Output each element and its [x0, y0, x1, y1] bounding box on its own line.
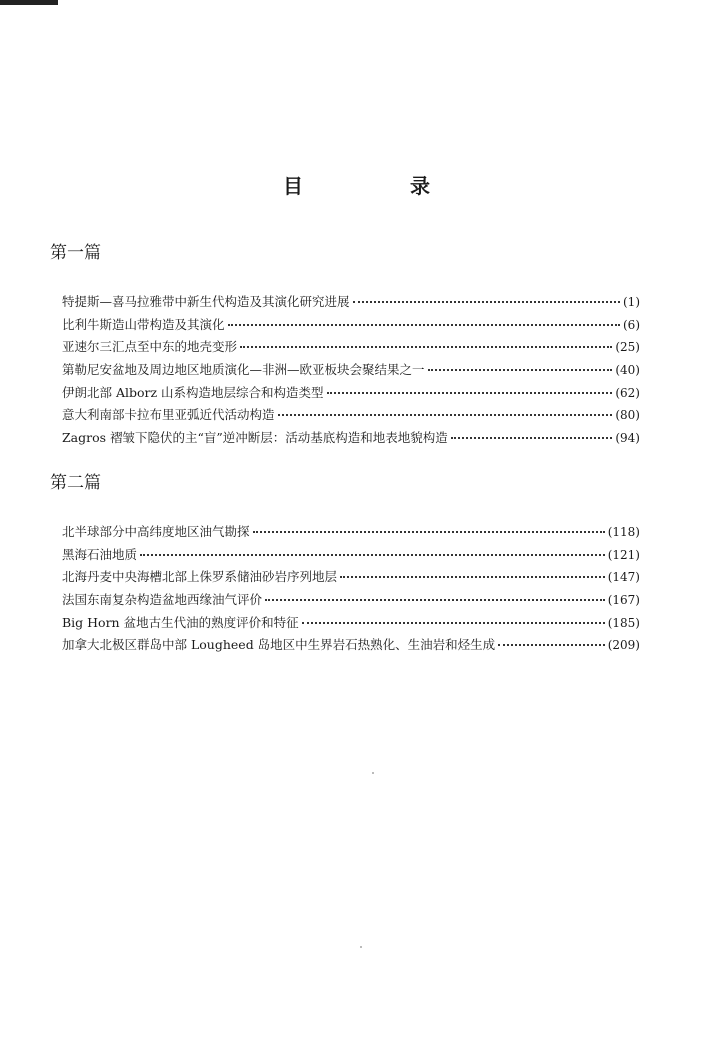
- toc-entry-title: 第勒尼安盆地及周边地区地质演化—非洲—欧亚板块会聚结果之一: [62, 362, 425, 378]
- toc-entry[interactable]: [62, 613, 640, 636]
- toc-entry-page: (185): [607, 615, 640, 630]
- toc-entry[interactable]: [62, 545, 640, 568]
- toc-entry-page: (118): [607, 525, 640, 539]
- toc-entry-page: (121): [607, 547, 640, 562]
- toc-entry[interactable]: [62, 405, 640, 428]
- dot-leader: [498, 644, 605, 646]
- toc-entry[interactable]: [62, 292, 640, 315]
- toc-entry[interactable]: [62, 360, 640, 383]
- dot-leader: [265, 599, 605, 601]
- toc-entry-page: (147): [607, 570, 640, 585]
- dot-leader: [140, 554, 605, 556]
- toc-entry[interactable]: [62, 567, 640, 590]
- dot-leader: [451, 437, 613, 439]
- toc-entry-page: (62): [615, 385, 640, 400]
- toc-entry-title: 北海丹麦中央海槽北部上侏罗系储油砂岩序列地层: [62, 569, 338, 585]
- dot-leader: [253, 531, 605, 533]
- dot-leader: [340, 576, 605, 578]
- toc-entry-title: Zagros 褶皱下隐伏的主“盲”逆冲断层：活动基底构造和地表地貌构造: [62, 430, 448, 446]
- toc-list-part-2: [62, 522, 640, 658]
- toc-entry-page: (80): [615, 408, 640, 423]
- toc-entry-title: 加拿大北极区群岛中部 Lougheed 岛地区中生界岩石热熟化、生油岩和烃生成: [62, 637, 496, 653]
- toc-entry-page: (40): [615, 363, 640, 378]
- dot-leader: [353, 301, 620, 303]
- toc-entry-title: 意大利南部卡拉布里亚弧近代活动构造: [62, 407, 275, 423]
- toc-entry-title: Big Horn 盆地古生代油的熟度评价和特征: [62, 614, 299, 630]
- dot-leader: [278, 414, 613, 416]
- toc-entry-page: (1): [623, 295, 640, 309]
- toc-entry[interactable]: [62, 428, 640, 451]
- scan-speck: [372, 772, 374, 774]
- toc-entry-title: 伊朗北部 Alborz 山系构造地层综合和构造类型: [62, 384, 324, 400]
- scan-speck: [360, 946, 362, 948]
- dot-leader: [228, 324, 620, 326]
- part-heading-1: 第一篇: [50, 243, 101, 263]
- toc-list-part-1: [62, 292, 640, 451]
- toc-entry-page: (6): [623, 317, 640, 332]
- toc-entry[interactable]: [62, 590, 640, 613]
- toc-entry[interactable]: [62, 315, 640, 338]
- dot-leader: [302, 622, 605, 624]
- scan-corner-mark: [0, 0, 58, 5]
- toc-entry-page: (25): [615, 340, 640, 355]
- toc-entry[interactable]: [62, 337, 640, 360]
- toc-entry-page: (209): [607, 638, 640, 653]
- toc-entry-page: (94): [615, 431, 640, 446]
- toc-entry[interactable]: [62, 383, 640, 406]
- toc-entry-title: 黑海石油地质: [62, 546, 138, 562]
- toc-entry-title: 特提斯—喜马拉雅带中新生代构造及其演化研究进展: [62, 294, 350, 309]
- toc-entry-page: (167): [607, 593, 640, 608]
- dot-leader: [240, 346, 612, 348]
- toc-entry[interactable]: [62, 522, 640, 545]
- page-title: 目 录: [283, 174, 480, 198]
- toc-entry-title: 北半球部分中高纬度地区油气勘探: [62, 524, 250, 539]
- dot-leader: [428, 369, 613, 371]
- part-heading-2: 第二篇: [50, 473, 101, 493]
- toc-entry-title: 亚速尔三汇点至中东的地壳变形: [62, 339, 238, 355]
- toc-entry-title: 比利牛斯造山带构造及其演化: [62, 316, 225, 332]
- dot-leader: [327, 392, 613, 394]
- toc-entry-title: 法国东南复杂构造盆地西缘油气评价: [62, 592, 263, 608]
- toc-entry[interactable]: [62, 635, 640, 658]
